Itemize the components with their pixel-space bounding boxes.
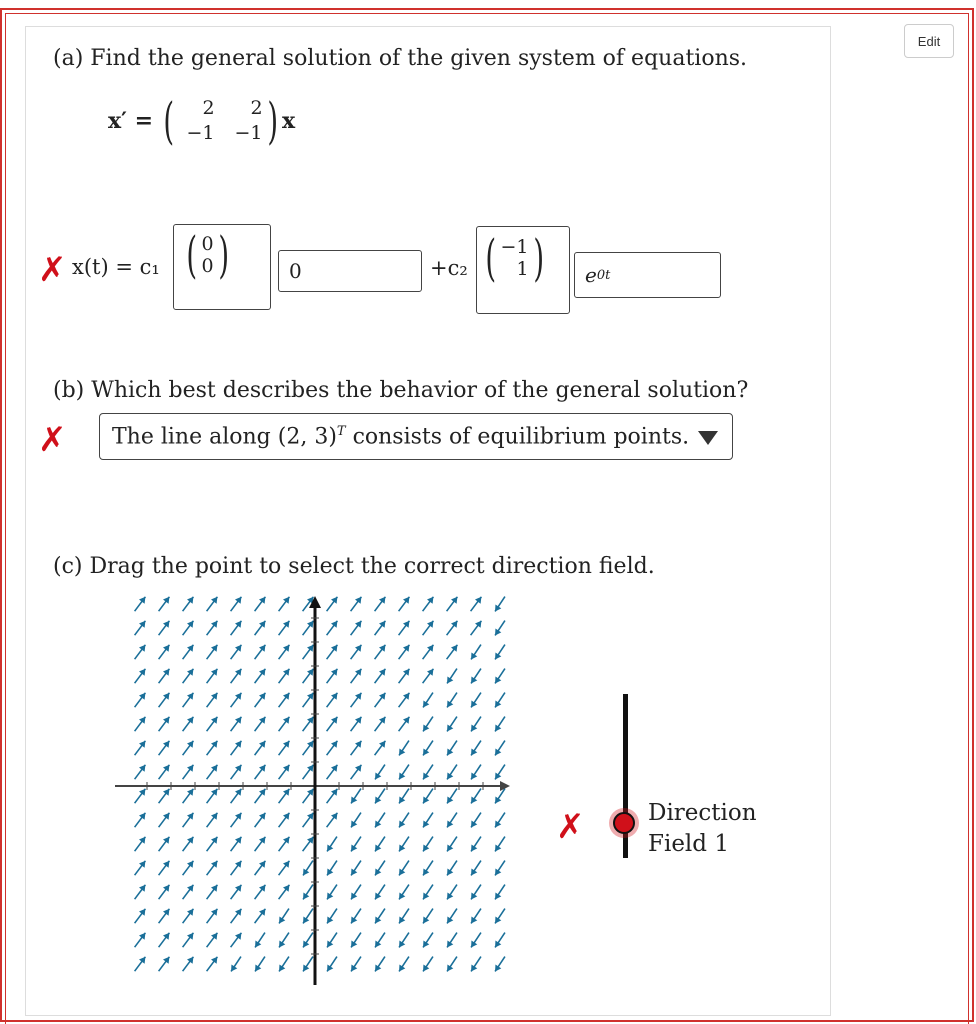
field-arrow-head-icon xyxy=(259,837,265,844)
field-arrow-head-icon xyxy=(187,669,193,676)
field-arrow-head-icon xyxy=(163,621,169,628)
field-arrow-head-icon xyxy=(403,693,409,700)
right-paren: ) xyxy=(218,226,229,284)
field-arrow-head-icon xyxy=(235,789,241,796)
field-arrow-head-icon xyxy=(331,621,337,628)
field-arrow-head-icon xyxy=(235,669,241,676)
field-arrow-head-icon xyxy=(331,765,337,772)
field-arrow-head-icon xyxy=(211,861,217,868)
field-arrow-head-icon xyxy=(235,693,241,700)
field-arrow-head-icon xyxy=(331,693,337,700)
field-arrow-head-icon xyxy=(163,789,169,796)
edit-button[interactable]: Edit xyxy=(904,24,954,58)
field-arrow-head-icon xyxy=(163,909,169,916)
field-arrow-head-icon xyxy=(283,645,289,652)
vector-entry: −1 xyxy=(500,236,529,258)
field-slider-handle[interactable] xyxy=(613,812,635,834)
field-arrow-head-icon xyxy=(379,621,385,628)
matrix-cell: −1 xyxy=(234,122,263,144)
field-arrow-head-icon xyxy=(163,957,169,964)
field-arrow-head-icon xyxy=(307,813,313,820)
field-arrow-head-icon xyxy=(139,693,145,700)
field-arrow-head-icon xyxy=(235,741,241,748)
field-arrow-head-icon xyxy=(211,909,217,916)
exponential-input[interactable] xyxy=(574,252,721,298)
field-arrow-head-icon xyxy=(379,597,385,604)
coefficient-matrix xyxy=(179,96,263,146)
field-arrow-head-icon xyxy=(139,813,145,820)
left-paren: ( xyxy=(186,226,198,284)
field-arrow-head-icon xyxy=(211,693,217,700)
field-arrow-head-icon xyxy=(187,621,193,628)
field-arrow-head-icon xyxy=(211,933,217,940)
field-arrow-head-icon xyxy=(427,645,433,652)
system-equation xyxy=(108,92,296,150)
field-arrow-head-icon xyxy=(139,645,145,652)
field-arrow-head-icon xyxy=(283,861,289,868)
c2-label: +c₂ xyxy=(430,256,468,280)
field-arrow-head-icon xyxy=(403,597,409,604)
field-arrow-head-icon xyxy=(427,597,433,604)
field-arrow-head-icon xyxy=(283,669,289,676)
field-arrow-head-icon xyxy=(259,645,265,652)
field-arrow-head-icon xyxy=(139,933,145,940)
incorrect-mark-b: ✗ xyxy=(38,420,67,460)
field-arrow-head-icon xyxy=(163,717,169,724)
field-arrow-head-icon xyxy=(475,621,481,628)
field-arrow-head-icon xyxy=(307,789,313,796)
field-arrow-head-icon xyxy=(331,789,337,796)
field-arrow-head-icon xyxy=(235,933,241,940)
field-arrow-head-icon xyxy=(235,621,241,628)
field-arrow-head-icon xyxy=(307,669,313,676)
field-arrow-head-icon xyxy=(379,669,385,676)
field-arrow-head-icon xyxy=(187,837,193,844)
field-arrow-head-icon xyxy=(355,645,361,652)
field-arrow-head-icon xyxy=(451,621,457,628)
field-arrow-head-icon xyxy=(163,837,169,844)
vector-entry: 1 xyxy=(516,258,529,280)
field-arrow-head-icon xyxy=(475,597,481,604)
field-arrow-head-icon xyxy=(283,813,289,820)
field-arrow-head-icon xyxy=(163,597,169,604)
direction-field-arrows xyxy=(135,597,505,972)
field-arrow-head-icon xyxy=(139,621,145,628)
field-arrow-head-icon xyxy=(355,669,361,676)
field-arrow-head-icon xyxy=(139,861,145,868)
option-text-end: consists of equilibrium points. xyxy=(345,424,690,450)
field-arrow-head-icon xyxy=(451,645,457,652)
field-arrow-head-icon xyxy=(187,909,193,916)
incorrect-mark-a: ✗ xyxy=(38,250,67,290)
solution-prefix: x(t) = c₁ xyxy=(72,255,160,279)
field-arrow-head-icon xyxy=(403,669,409,676)
field-arrow-head-icon xyxy=(379,645,385,652)
field-arrow-head-icon xyxy=(307,837,313,844)
field-arrow-head-icon xyxy=(259,765,265,772)
field-arrow-head-icon xyxy=(235,645,241,652)
field-arrow-head-icon xyxy=(163,669,169,676)
field-arrow-head-icon xyxy=(283,621,289,628)
behavior-select[interactable] xyxy=(99,413,733,460)
field-arrow-head-icon xyxy=(139,837,145,844)
field-arrow-head-icon xyxy=(163,885,169,892)
field-arrow-head-icon xyxy=(451,597,457,604)
field-arrow-head-icon xyxy=(259,693,265,700)
field-arrow-head-icon xyxy=(163,693,169,700)
field-arrow-head-icon xyxy=(235,861,241,868)
matrix-cell: −1 xyxy=(186,122,215,144)
option-superscript: T xyxy=(336,423,346,439)
field-arrow-head-icon xyxy=(283,717,289,724)
field-arrow-head-icon xyxy=(187,813,193,820)
field-arrow-head-icon xyxy=(307,765,313,772)
field-arrow-head-icon xyxy=(187,597,193,604)
field-arrow-head-icon xyxy=(211,645,217,652)
field-arrow-head-icon xyxy=(307,693,313,700)
field-arrow-head-icon xyxy=(331,645,337,652)
field-label-line2: Field 1 xyxy=(648,831,729,857)
field-arrow-head-icon xyxy=(139,885,145,892)
field-arrow-head-icon xyxy=(283,693,289,700)
field-arrow-head-icon xyxy=(283,741,289,748)
field-arrow-head-icon xyxy=(331,597,337,604)
field-arrow-head-icon xyxy=(139,669,145,676)
right-paren: ) xyxy=(266,92,278,150)
vector-entry: 0 xyxy=(201,255,214,277)
exp-power: 0t xyxy=(596,267,611,283)
field-arrow-head-icon xyxy=(187,885,193,892)
field-arrow-head-icon xyxy=(139,741,145,748)
field-arrow-head-icon xyxy=(331,813,337,820)
field-arrow-head-icon xyxy=(235,909,241,916)
vector2-input[interactable] xyxy=(476,226,570,314)
field-arrow-head-icon xyxy=(187,693,193,700)
field-arrow-head-icon xyxy=(139,957,145,964)
field-arrow-head-icon xyxy=(139,597,145,604)
field-arrow-head-icon xyxy=(139,789,145,796)
left-paren: ( xyxy=(485,229,497,287)
field-arrow-head-icon xyxy=(403,645,409,652)
field-arrow-head-icon xyxy=(307,645,313,652)
field-arrow-head-icon xyxy=(211,957,217,964)
field-arrow-head-icon xyxy=(139,717,145,724)
field-arrow-head-icon xyxy=(163,933,169,940)
field-arrow-head-icon xyxy=(283,837,289,844)
field-arrow-head-icon xyxy=(307,621,313,628)
field-arrow-head-icon xyxy=(259,669,265,676)
field-arrow-head-icon xyxy=(307,717,313,724)
field-arrow-head-icon xyxy=(211,837,217,844)
vector-entry: 0 xyxy=(201,233,214,255)
field-arrow-head-icon xyxy=(355,741,361,748)
field-arrow-head-icon xyxy=(163,645,169,652)
direction-field-plot xyxy=(110,590,520,990)
option-text-start: The line along (2, 3) xyxy=(112,424,337,450)
field-arrow-head-icon xyxy=(235,813,241,820)
exp-base: e xyxy=(585,263,597,287)
field-arrow-head-icon xyxy=(355,765,361,772)
field-arrow-head-icon xyxy=(283,789,289,796)
field-arrow-head-icon xyxy=(163,741,169,748)
field-arrow-head-icon xyxy=(139,765,145,772)
field-arrow-head-icon xyxy=(139,909,145,916)
field-arrow-head-icon xyxy=(211,597,217,604)
field-arrow-head-icon xyxy=(283,765,289,772)
field-arrow-head-icon xyxy=(259,813,265,820)
matrix-cell: 2 xyxy=(250,97,263,119)
field-arrow-head-icon xyxy=(379,693,385,700)
field-arrow-head-icon xyxy=(211,765,217,772)
field-arrow-head-icon xyxy=(187,741,193,748)
field-arrow-head-icon xyxy=(259,885,265,892)
field-arrow-head-icon xyxy=(163,861,169,868)
field-arrow-head-icon xyxy=(355,621,361,628)
rhs-x: x xyxy=(282,108,296,134)
field-arrow-head-icon xyxy=(163,813,169,820)
field-arrow-head-icon xyxy=(211,885,217,892)
field-arrow-head-icon xyxy=(259,789,265,796)
field-arrow-head-icon xyxy=(259,597,265,604)
matrix-cell: 2 xyxy=(202,97,215,119)
field-arrow-head-icon xyxy=(427,669,433,676)
part-c-prompt: (c) Drag the point to select the correct direction field. xyxy=(53,554,655,579)
field-arrow-head-icon xyxy=(235,597,241,604)
field-arrow-head-icon xyxy=(163,765,169,772)
field-arrow-head-icon xyxy=(235,885,241,892)
field-arrow-head-icon xyxy=(259,861,265,868)
field-arrow-head-icon xyxy=(403,717,409,724)
field-arrow-head-icon xyxy=(187,765,193,772)
field-arrow-head-icon xyxy=(235,765,241,772)
scalar-input-1[interactable]: 0 xyxy=(278,250,422,292)
field-arrow-head-icon xyxy=(259,621,265,628)
vector1-input[interactable] xyxy=(173,224,271,310)
field-label xyxy=(648,798,757,860)
selected-option xyxy=(112,424,689,449)
dropdown-arrow-icon xyxy=(698,431,718,445)
field-arrow-head-icon xyxy=(187,957,193,964)
lhs-label: x′ = xyxy=(108,108,154,134)
field-arrow-head-icon xyxy=(235,837,241,844)
field-arrow-head-icon xyxy=(403,621,409,628)
field-arrow-head-icon xyxy=(355,597,361,604)
field-arrow-head-icon xyxy=(355,717,361,724)
field-arrow-head-icon xyxy=(187,933,193,940)
field-arrow-head-icon xyxy=(211,717,217,724)
left-paren: ( xyxy=(163,92,175,150)
field-arrow-head-icon xyxy=(187,717,193,724)
part-b-prompt: (b) Which best describes the behavior of the general solution? xyxy=(53,378,749,403)
part-a-prompt: (a) Find the general solution of the given system of equations. xyxy=(53,46,748,71)
field-arrow-head-icon xyxy=(211,621,217,628)
field-arrow-head-icon xyxy=(379,741,385,748)
vector2-entries xyxy=(501,236,529,280)
field-arrow-head-icon xyxy=(211,813,217,820)
field-arrow-head-icon xyxy=(187,789,193,796)
field-arrow-head-icon xyxy=(259,741,265,748)
field-arrow-head-icon xyxy=(211,789,217,796)
field-arrow-head-icon xyxy=(283,885,289,892)
field-arrow-head-icon xyxy=(235,717,241,724)
field-arrow-head-icon xyxy=(355,693,361,700)
field-arrow-head-icon xyxy=(211,669,217,676)
field-arrow-head-icon xyxy=(283,597,289,604)
incorrect-mark-c: ✗ xyxy=(556,807,585,847)
right-paren: ) xyxy=(532,229,544,287)
field-arrow-head-icon xyxy=(259,909,265,916)
vector1-entries xyxy=(202,233,214,277)
field-arrow-head-icon xyxy=(331,741,337,748)
field-arrow-head-icon xyxy=(187,645,193,652)
field-arrow-head-icon xyxy=(331,669,337,676)
field-arrow-head-icon xyxy=(331,717,337,724)
field-arrow-head-icon xyxy=(259,717,265,724)
field-arrow-head-icon xyxy=(211,741,217,748)
field-arrow-head-icon xyxy=(187,861,193,868)
field-arrow-head-icon xyxy=(379,717,385,724)
field-arrow-head-icon xyxy=(307,741,313,748)
field-arrow-head-icon xyxy=(427,621,433,628)
field-label-line1: Direction xyxy=(648,800,757,826)
